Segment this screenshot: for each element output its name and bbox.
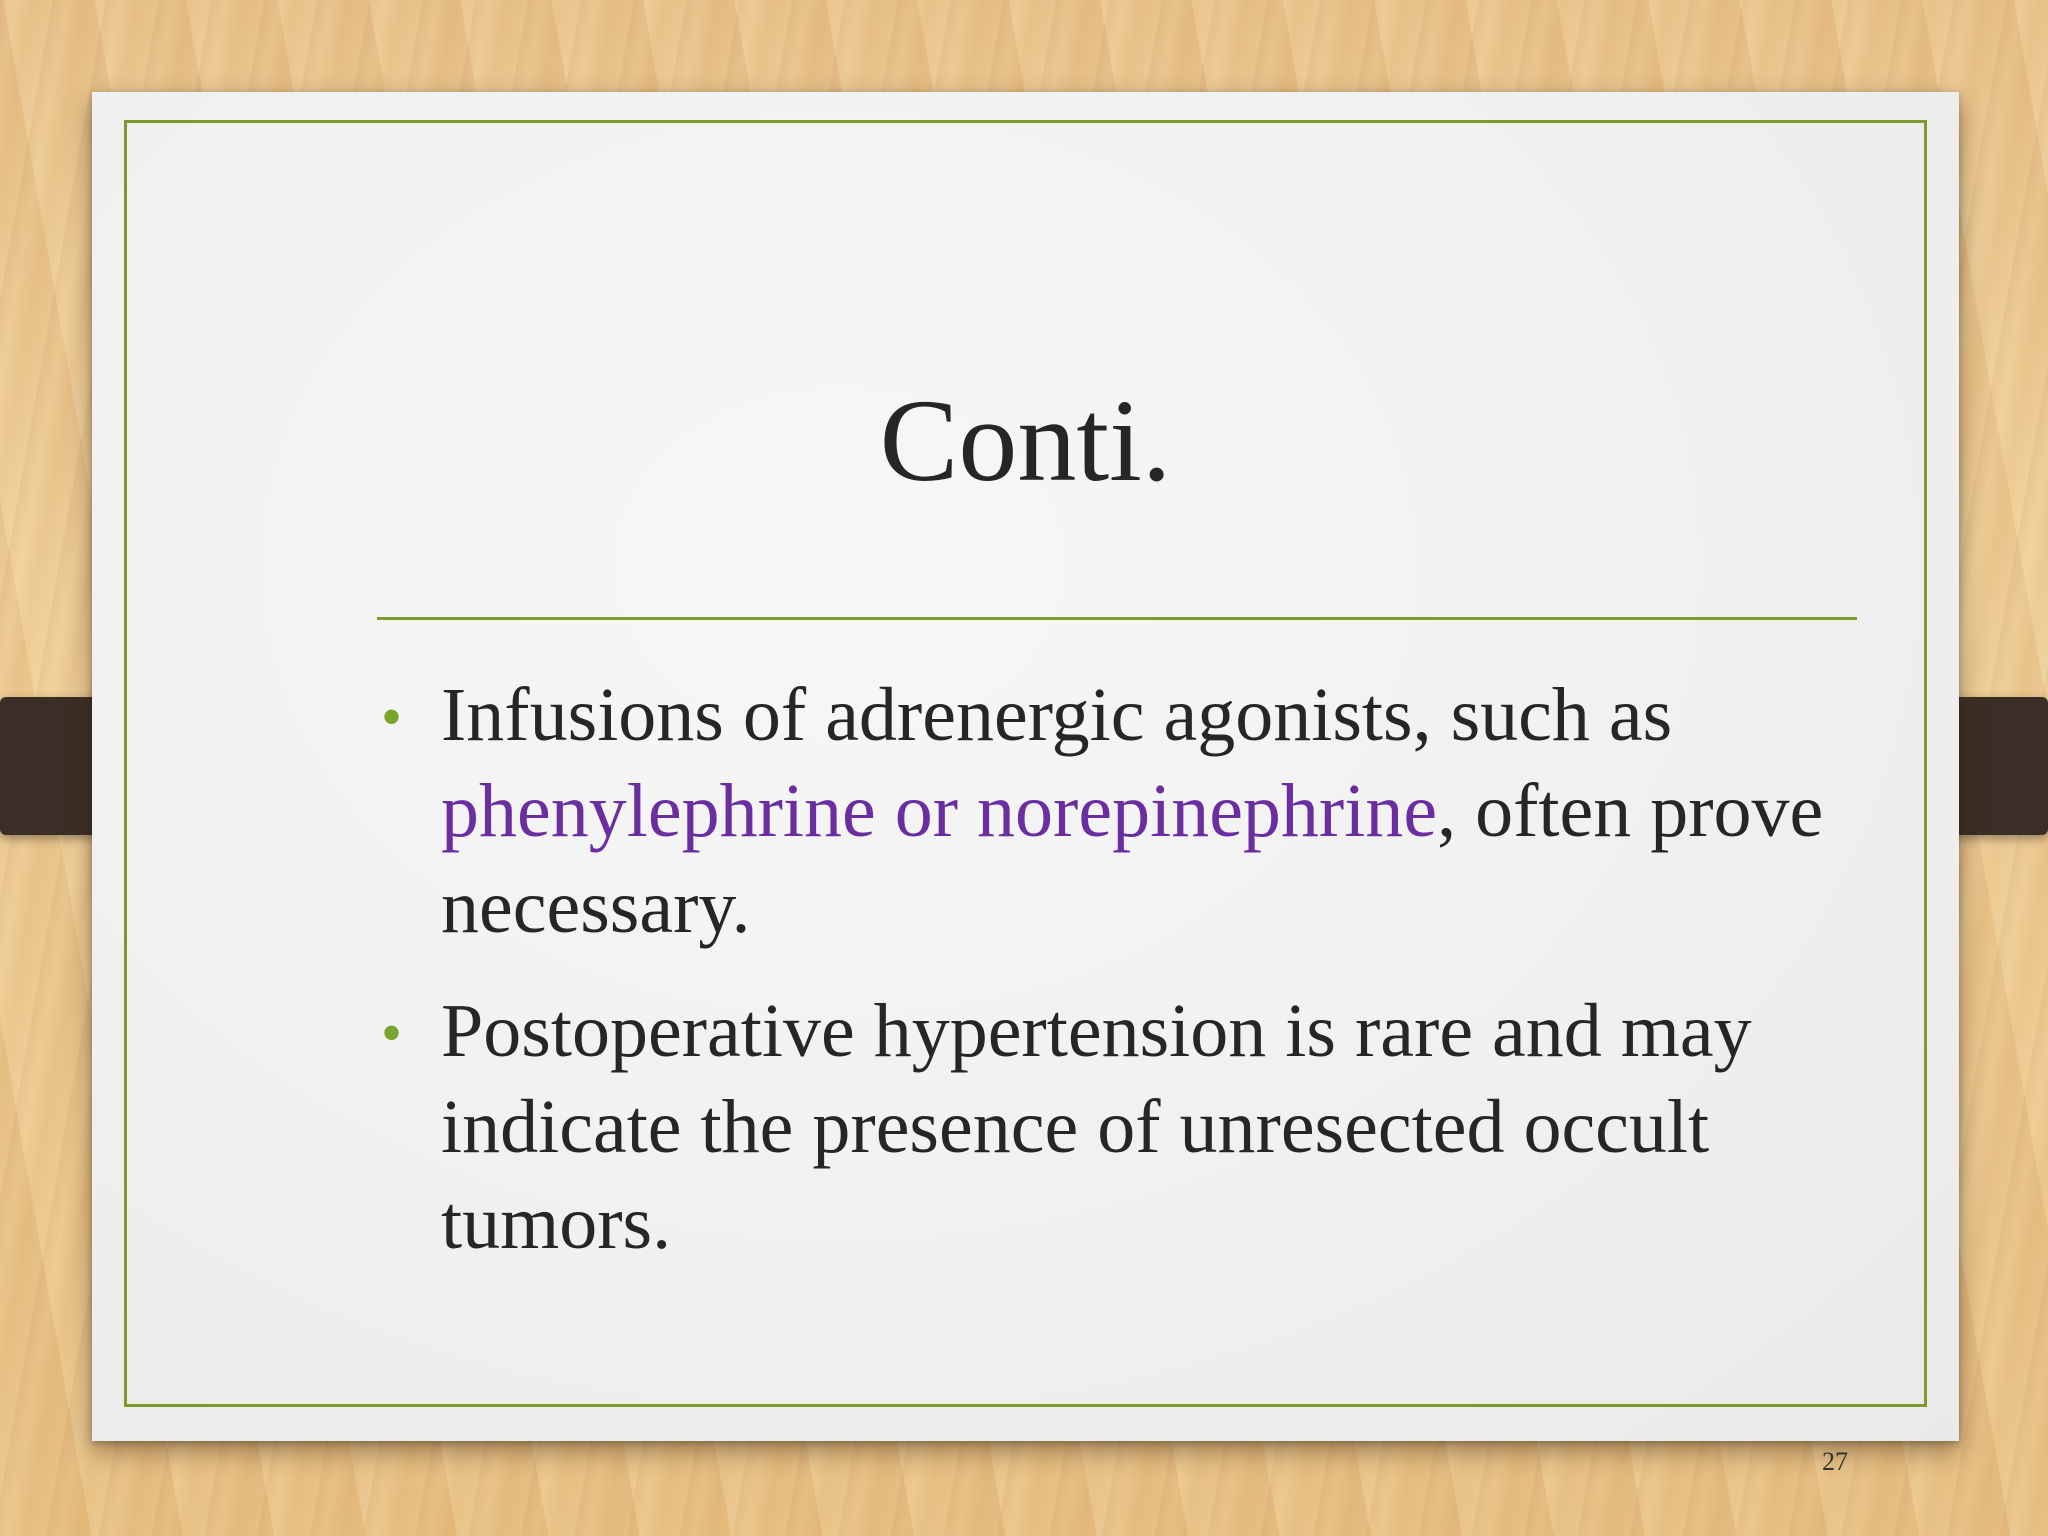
bullet-item-2 bbox=[377, 983, 1857, 1271]
page-number: 27 bbox=[1822, 1447, 1848, 1476]
slide-title: Conti. bbox=[879, 375, 1172, 506]
bullet-item-1 bbox=[377, 667, 1857, 955]
bullet-1-highlight: phenylephrine or norepinephrine bbox=[441, 769, 1438, 853]
bullet-1-text-pre: Infusions of adrenergic agonists, such as bbox=[441, 673, 1673, 757]
bullet-list bbox=[377, 667, 1857, 1299]
bullet-dot-icon: • bbox=[381, 1000, 403, 1066]
slide bbox=[92, 92, 1959, 1476]
bullet-2-text: Postoperative hypertension is rare and may indicate the presence of unresected occult tumors. bbox=[441, 989, 1752, 1265]
bullet-dot-icon: • bbox=[381, 684, 403, 750]
bullet-1-text-post: , often prove necessary. bbox=[441, 769, 1824, 949]
title-divider bbox=[377, 617, 1857, 620]
